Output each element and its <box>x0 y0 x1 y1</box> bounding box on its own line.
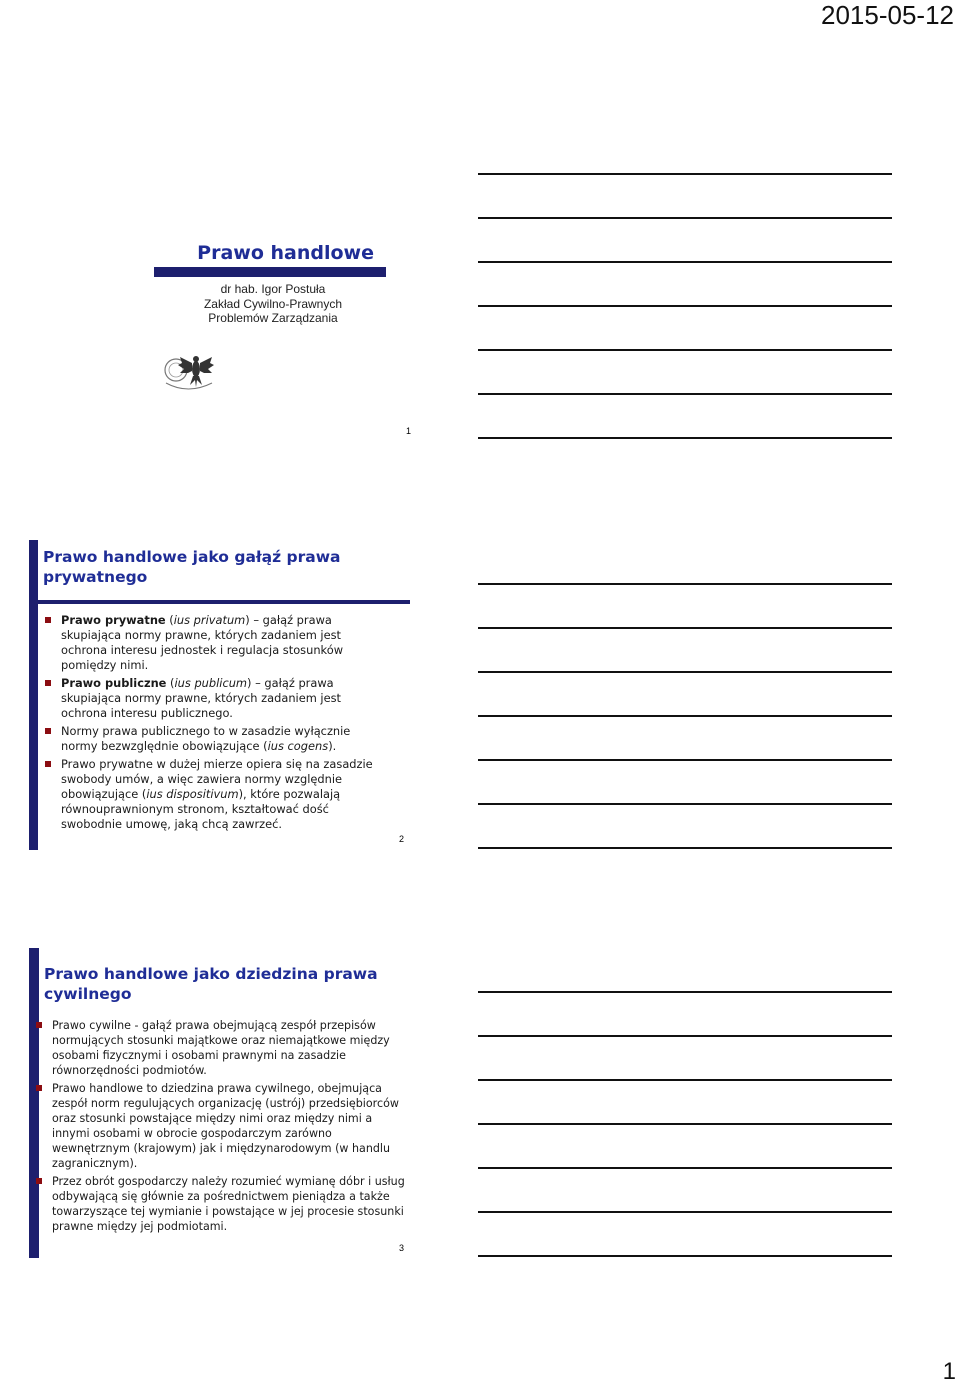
slide-2-bullet-list <box>43 613 388 835</box>
list-item: Normy prawa publicznego to w zasadzie wyłącznie normy bezwzględnie obowiązujące (ius cogens). <box>43 724 388 754</box>
note-line <box>478 349 892 351</box>
note-line <box>478 627 892 629</box>
note-line <box>478 1079 892 1081</box>
university-eagle-seal-icon <box>162 347 214 393</box>
slide-2-sidebar <box>29 540 38 850</box>
slide-2-number: 2 <box>399 834 405 844</box>
note-line <box>478 671 892 673</box>
note-line <box>478 217 892 219</box>
slide-1-number: 1 <box>406 426 412 436</box>
note-line <box>478 1035 892 1037</box>
note-line <box>478 803 892 805</box>
note-line <box>478 1123 892 1125</box>
author-department-line1: Zakład Cywilno-Prawnych <box>203 296 343 311</box>
note-line <box>478 715 892 717</box>
slide-3-bullet-list <box>34 1018 408 1237</box>
slide-2-title <box>43 547 341 587</box>
note-line <box>478 991 892 993</box>
slide-1-title: Prawo handlowe <box>197 242 374 264</box>
list-item: Prawo prywatne w dużej mierze opiera się na zasadzie swobody umów, a więc zawiera normy względnie obowiązujące (ius dispositivum), które pozwalają równouprawnionym stronom, kształtować dość swobodnie umowę, jaką chcą zawrzeć. <box>43 757 388 832</box>
note-line <box>478 1167 892 1169</box>
bullet-square-icon <box>45 617 51 623</box>
title-bar <box>154 267 386 277</box>
note-line <box>478 437 892 439</box>
slide-3-title-line2: cywilnego <box>44 985 132 1003</box>
slide-2-title-line2: prywatnego <box>43 568 148 586</box>
list-item: Prawo prywatne (ius privatum) – gałąź prawa skupiająca normy prawne, których zadaniem jest ochrona interesu jednostek i regulacja stosunków pomiędzy nimi. <box>43 613 388 673</box>
note-line <box>478 759 892 761</box>
slide-2-title-underline <box>38 600 410 604</box>
list-item: Prawo handlowe to dziedzina prawa cywilnego, obejmująca zespół norm regulujących organizację (ustrój) przedsiębiorców oraz stosunki powstające między nimi oraz między nimi a innymi osobami w obrocie gospodarczym zarówno wewnętrznym (krajowym) jak i międzynarodowym (w handlu zagranicznym). <box>34 1081 408 1171</box>
slide-3-number: 3 <box>399 1243 405 1253</box>
note-line <box>478 847 892 849</box>
slide-3-title <box>44 964 378 1004</box>
bullet-square-icon <box>36 1085 42 1091</box>
slide-2-title-line1: Prawo handlowe jako gałąź prawa <box>43 548 341 566</box>
page-number: 1 <box>942 1358 956 1385</box>
note-line <box>478 393 892 395</box>
author-name: dr hab. Igor Postuła <box>220 282 326 296</box>
author-block <box>160 282 386 326</box>
list-item: Prawo cywilne - gałąź prawa obejmującą zespół przepisów normujących stosunki majątkowe oraz niemajątkowe między osobami fizycznymi i osobami prawnymi na zasadzie równorzędności podmiotów. <box>34 1018 408 1078</box>
note-line <box>478 1211 892 1213</box>
note-line <box>478 583 892 585</box>
bullet-square-icon <box>45 680 51 686</box>
bullet-square-icon <box>36 1022 42 1028</box>
note-line <box>478 173 892 175</box>
list-item: Prawo publiczne (ius publicum) – gałąź prawa skupiająca normy prawne, których zadaniem jest ochrona interesu publicznego. <box>43 676 388 721</box>
bullet-square-icon <box>45 761 51 767</box>
bullet-square-icon <box>36 1178 42 1184</box>
print-date: 2015-05-12 <box>821 0 954 30</box>
bullet-square-icon <box>45 728 51 734</box>
list-item: Przez obrót gospodarczy należy rozumieć wymianę dóbr i usług odbywającą się głównie za pośrednictwem pieniądza a także towarzyszące tej wymianie i powstające w jej procesie stosunki prawne między jej podmiotami. <box>34 1174 408 1234</box>
slide-3-title-line1: Prawo handlowe jako dziedzina prawa <box>44 965 378 983</box>
author-department-line2: Problemów Zarządzania <box>208 311 338 325</box>
note-line <box>478 261 892 263</box>
note-line <box>478 305 892 307</box>
note-line <box>478 1255 892 1257</box>
